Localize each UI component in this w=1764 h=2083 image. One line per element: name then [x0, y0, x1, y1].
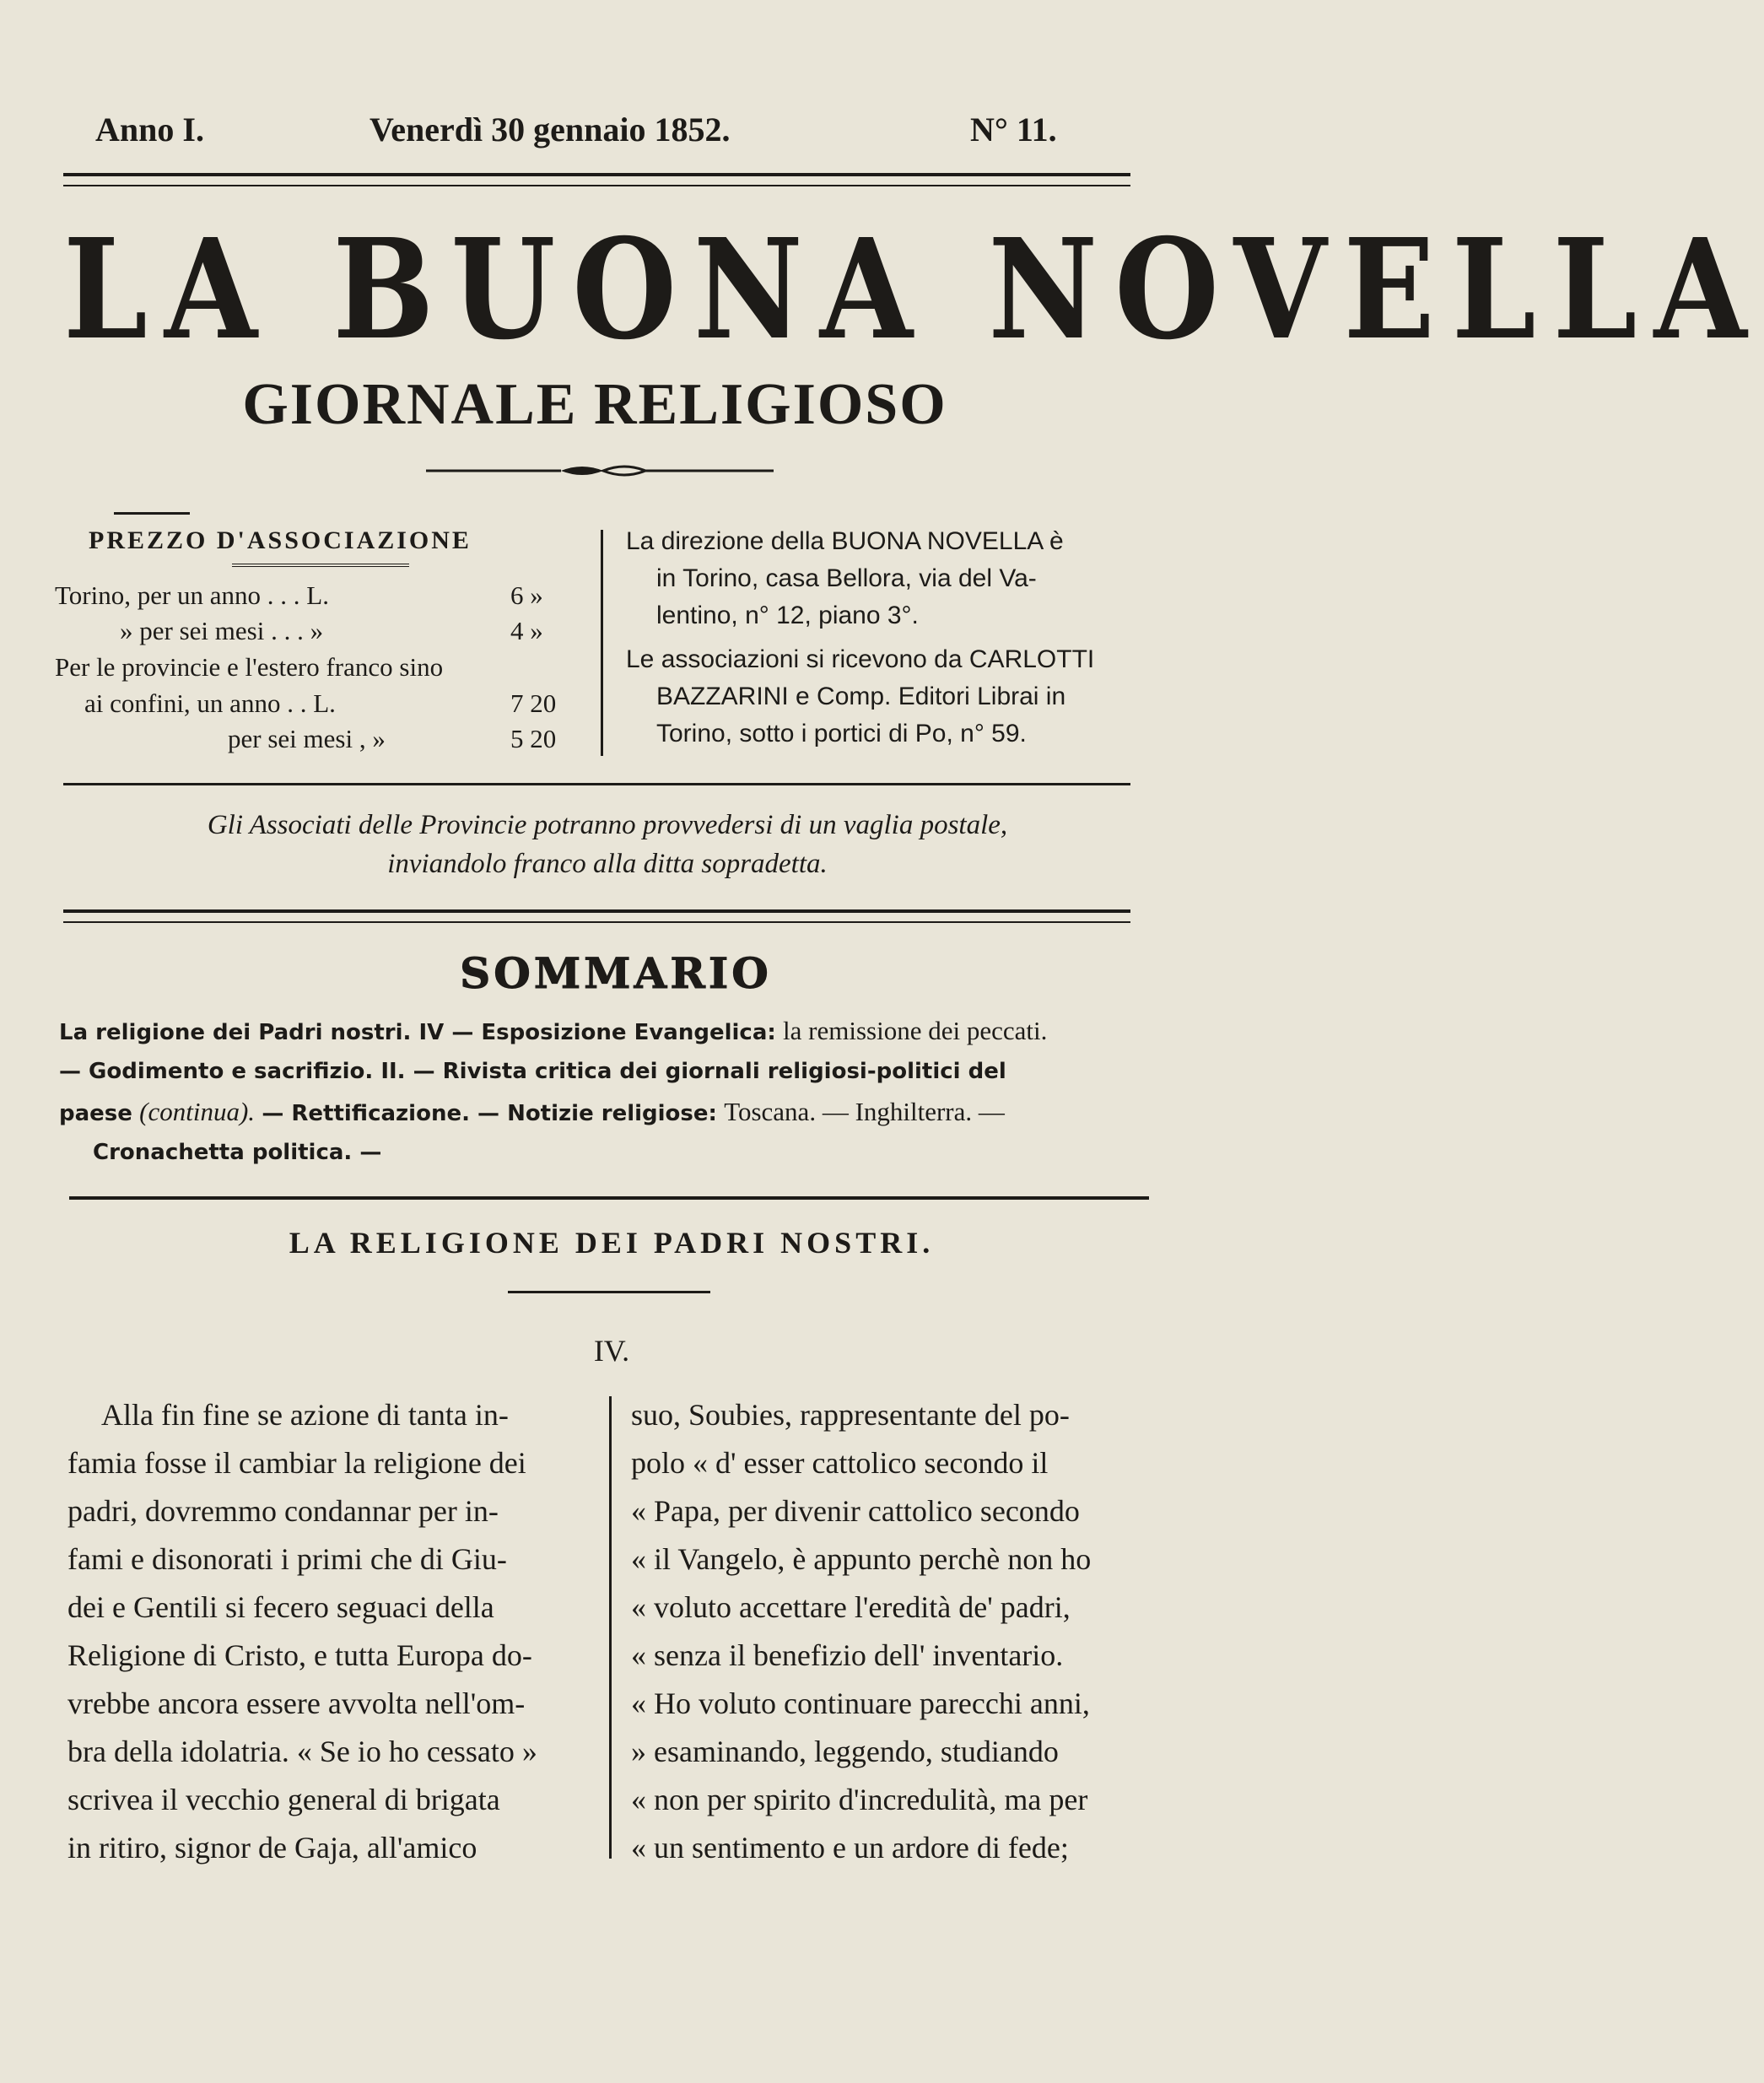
article-section-number: IV.: [593, 1334, 630, 1368]
direction-info: La direzione della BUONA NOVELLA è in Torino, casa Bellora, via del Va- lentino, n° 12, piano 3°. Le associazioni si ricevono da CARLOTTI BAZZARINI e Comp. Editori Librai in Torino, sotto i portici di Po, n° 59.: [626, 527, 1095, 747]
price-line: Per le provincie e l'estero franco sino: [55, 652, 444, 682]
price-line: Torino, per un anno . . . L. 6 »: [55, 580, 543, 610]
article-right-column: suo, Soubies, rappresentante del po- polo « d' esser cattolico secondo il « Papa, per divenir cattolico secondo « il Vangelo, è appunto perchè non ho « voluto accettare l'eredità de' padri, « senza il benefizio dell' inventario. « Ho voluto continuare parecchi anni, » esaminando, leggendo, studiando « non per spirito d'incredulità, ma per « un sentimento e un ardore di fede;: [631, 1398, 1092, 1864]
issue-number: N° 11.: [970, 111, 1057, 148]
dateline: [0, 110, 1313, 160]
sommario-line: La religione dei Padri nostri. IV — Esposizione Evangelica: la remissione dei peccati.: [59, 1016, 1048, 1045]
price-small-rule: [114, 512, 190, 515]
price-underline: [232, 564, 409, 567]
article-title: LA RELIGIONE DEI PADRI NOSTRI.: [289, 1226, 935, 1260]
price-line: » per sei mesi . . . » 4 »: [120, 616, 543, 645]
sommario-bottom-rule: [69, 1196, 1149, 1200]
postal-notice: Gli Associati delle Provincie potranno provvedersi di un vaglia postale, inviandolo franco alla ditta sopradetta.: [207, 810, 1008, 879]
date-label: Venerdì 30 gennaio 1852.: [370, 111, 731, 148]
sommario-title: SOMMARIO: [460, 948, 772, 998]
top-double-rule: [63, 173, 1130, 186]
sommario-line: Cronachetta politica. —: [93, 1140, 382, 1165]
price-line: per sei mesi , » 5 20: [228, 724, 557, 753]
article-column-divider: [609, 1396, 612, 1859]
masthead-subtitle: GIORNALE RELIGIOSO: [242, 372, 947, 437]
ornament-divider: [426, 462, 774, 479]
price-line: ai confini, un anno . . L. 7 20: [84, 688, 557, 718]
sommario-line: — Godimento e sacrifizio. II. — Rivista critica dei giornali religiosi-politici del: [59, 1059, 1006, 1084]
sommario-line: paese (continua). — Rettificazione. — Notizie religiose: Toscana. — Inghilterra. —: [59, 1097, 1005, 1126]
article-left-column: Alla fin fine se azione di tanta in- famia fosse il cambiar la religione dei padri, dovremmo condannar per in- fami e disonorati i primi che di Giu- dei e Gentili si fecero seguaci della Religione di Cristo, e tutta Europa do- vrebbe ancora essere avvolta nell'om- bra della idolatria. « Se io ho cessato » scrivea il vecchio general di brigata in ritiro, signor de Gaja, all'amico: [67, 1398, 537, 1864]
middle-double-rule: [63, 909, 1130, 923]
article-title-rule: [508, 1291, 710, 1293]
divider-rule: [63, 783, 1130, 785]
column-divider: [601, 530, 603, 756]
masthead-title: LA BUONA NOVELLA: [63, 209, 1764, 371]
price-title: PREZZO D'ASSOCIAZIONE: [89, 526, 472, 554]
year-label: Anno I.: [95, 111, 204, 148]
